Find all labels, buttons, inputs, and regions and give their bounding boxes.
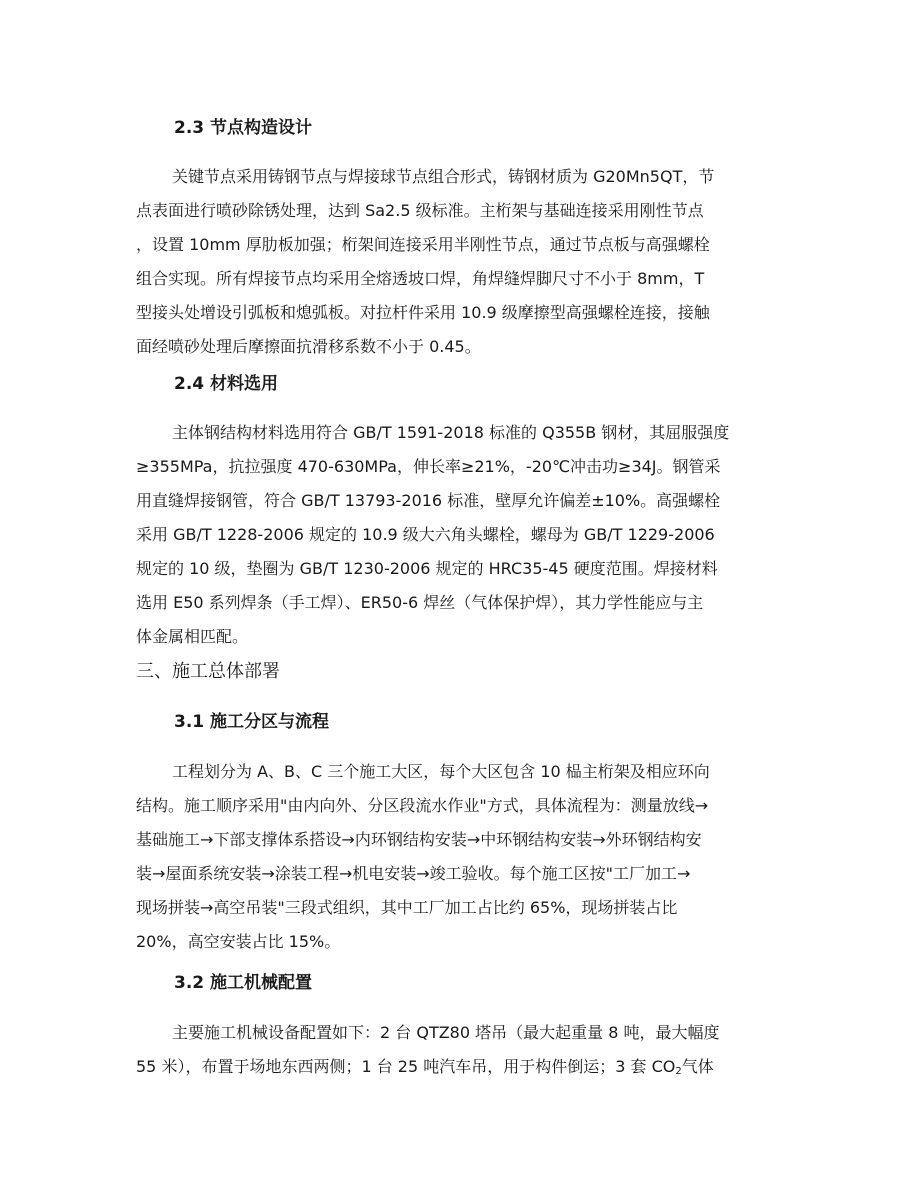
paragraph-line: 采用 GB/T 1228-2006 规定的 10.9 级大六角头螺栓，螺母为 GB/T 1229-2006 <box>136 525 715 544</box>
paragraph-line: 型接头处增设引弧板和熄弧板。对拉杆件采用 10.9 级摩擦型高强螺栓连接，接触 <box>136 303 710 322</box>
chapter-heading-3: 三、施工总体部署 <box>136 661 280 682</box>
paragraph-line: 20%，高空安装占比 15%。 <box>136 932 341 951</box>
paragraph-line: 用直缝焊接钢管，符合 GB/T 13793-2016 标准，壁厚允许偏差±10%。高强螺栓 <box>136 491 721 510</box>
paragraph-line: 点表面进行喷砂除锈处理，达到 Sa2.5 级标准。主桁架与基础连接采用刚性节点 <box>136 201 704 220</box>
paragraph-zoning-flow <box>136 755 786 959</box>
paragraph-line: 工程划分为 A、B、C 三个施工大区，每个大区包含 10 榀主桁架及相应环向 <box>172 762 710 781</box>
paragraph-line: 关键节点采用铸钢节点与焊接球节点组合形式，铸钢材质为 G20Mn5QT，节 <box>172 167 715 186</box>
section-heading-3-2: 3.2 施工机械配置 <box>174 973 313 993</box>
paragraph-line: 装→屋面系统安装→涂装工程→机电安装→竣工验收。每个施工区按"工厂加工→ <box>136 864 691 883</box>
paragraph-line: 现场拼装→高空吊装"三段式组织，其中工厂加工占比约 65%，现场拼装占比 <box>136 898 678 917</box>
paragraph-line: ≥355MPa，抗拉强度 470-630MPa，伸长率≥21%，-20℃冲击功≥34J。钢管采 <box>136 457 721 476</box>
paragraph-line-with-subscript <box>136 1050 786 1084</box>
co2-subscript: 2 <box>675 1066 682 1077</box>
paragraph-machinery <box>136 1016 786 1084</box>
paragraph-material-selection <box>136 416 786 654</box>
paragraph-line: 基础施工→下部支撑体系搭设→内环钢结构安装→中环钢结构安装→外环钢结构安 <box>136 830 702 849</box>
section-heading-3-1: 3.1 施工分区与流程 <box>174 712 330 732</box>
paragraph-line: 主体钢结构材料选用符合 GB/T 1591-2018 标准的 Q355B 钢材，其屈服强度 <box>172 423 730 442</box>
section-heading-2-3: 2.3 节点构造设计 <box>174 118 313 138</box>
paragraph-line: 主要施工机械设备配置如下：2 台 QTZ80 塔吊（最大起重量 8 吨，最大幅度 <box>172 1023 720 1042</box>
paragraph-line: 选用 E50 系列焊条（手工焊）、ER50-6 焊丝（气体保护焊），其力学性能应与主 <box>136 593 704 612</box>
paragraph-line: ，设置 10mm 厚肋板加强；桁架间连接采用半刚性节点，通过节点板与高强螺栓 <box>136 235 710 254</box>
paragraph-line: 结构。施工顺序采用"由内向外、分区段流水作业"方式，具体流程为：测量放线→ <box>136 796 709 815</box>
line-text: 55 米），布置于场地东西两侧；1 台 25 吨汽车吊，用于构件倒运；3 套 CO <box>136 1057 676 1076</box>
paragraph-line: 组合实现。所有焊接节点均采用全熔透坡口焊，角焊缝焊脚尺寸不小于 8mm，T <box>136 269 705 288</box>
paragraph-node-design <box>136 160 786 364</box>
paragraph-line: 规定的 10 级，垫圈为 GB/T 1230-2006 规定的 HRC35-45 硬度范围。焊接材料 <box>136 559 718 578</box>
section-heading-2-4: 2.4 材料选用 <box>174 374 279 394</box>
line-tail: 气体 <box>681 1057 714 1076</box>
paragraph-line: 面经喷砂处理后摩擦面抗滑移系数不小于 0.45。 <box>136 337 481 356</box>
paragraph-line: 体金属相匹配。 <box>136 627 249 646</box>
